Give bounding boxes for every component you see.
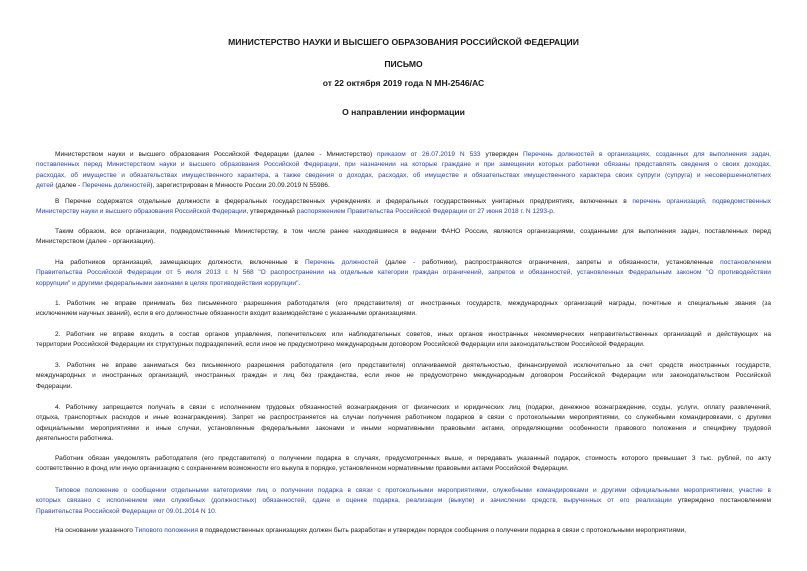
paragraph xyxy=(36,361,771,392)
text-line xyxy=(36,309,771,319)
text-line xyxy=(36,403,771,413)
text-segment: 1. Работник не вправе принимать без письменного разрешения работодателя (его представителя) от иностранных государств, международных организаций награды, почетные и специальные звания (за xyxy=(55,300,771,307)
text-segment: . xyxy=(298,279,301,287)
text-line xyxy=(36,486,771,496)
text-line xyxy=(36,207,771,217)
text-line xyxy=(36,171,771,181)
text-segment: (далее - работники), распространяются ограничения, запреты и обязанности, установленные xyxy=(378,259,721,266)
text-line xyxy=(36,413,771,423)
document-type: ПИСЬМО xyxy=(384,59,423,69)
text-line xyxy=(36,361,771,371)
text-segment: Федерации. xyxy=(36,382,73,390)
document-link[interactable]: Перечень должностей xyxy=(305,259,379,266)
document-subject: О направлении информации xyxy=(342,107,465,117)
text-segment: Министерством науки и высшего образования Российской Федерации (далее - Министерство) xyxy=(55,151,378,158)
text-segment: официальными мероприятиями и иные случаи, установленные федеральными законами и иными нормативными правовыми актами, определяющими особенности правового положения и специфику трудовой xyxy=(36,424,771,432)
document-link[interactable]: коррупции" и другими федеральными законами в целях противодействия коррупции" xyxy=(36,279,299,287)
paragraph xyxy=(36,330,771,351)
text-segment: , утвержденный xyxy=(246,208,297,216)
document-link[interactable]: расходах, об имуществе и обязательствах имущественного характера, а также сведения о доходах, расходах, об имуществе и обязательствах имущественного характера своих супруги (супруга) и несовершеннолетних xyxy=(36,171,771,179)
text-segment: соответственно в фонд или иную организацию с сохранением возможности его выкупа в порядке, установленном нормативными правовыми актами Российской Федерации. xyxy=(36,465,569,473)
text-segment: 2. Работник не вправе входить в состав органов управления, попечительских или наблюдательных советов, иных органов иностранных некоммерческих неправительственных организаций и действующих на xyxy=(55,331,771,338)
document-link[interactable]: поставленных перед Министерством науки и высшего образования Российской Федерации, при назначении на которые граждане и при замещении которых работники обязаны представлять сведения о своих доходах, xyxy=(36,161,771,169)
text-line xyxy=(36,464,771,474)
text-line xyxy=(36,371,771,381)
text-line xyxy=(36,227,771,237)
text-line xyxy=(36,150,771,160)
document-link[interactable]: распоряжением Правительства Российской Федерации от 27 июня 2018 г. N 1293-р xyxy=(296,208,553,216)
document-link[interactable]: Министерству науки и высшего образования Российской Федерации xyxy=(36,208,247,216)
text-line xyxy=(36,382,771,392)
document-link[interactable]: постановлением xyxy=(720,259,771,266)
text-segment: 4. Работнику запрещается получать в связи с исполнением трудовых обязанностей вознаграждения от физических и юридических лиц (подарки, денежное вознаграждение, ссуды, услуги, оплату развлечений, xyxy=(55,404,771,411)
text-segment: международных и иностранных организаций, иностранных граждан и лиц без гражданства, если иное не предусмотрено международным договором Российской Федерации или законодательством Российской xyxy=(36,372,771,380)
text-segment: На основании указанного xyxy=(55,527,135,534)
text-segment: отдыха, транспортных расходов и иные вознаграждения). Запрет не распространяется на случаи получения работником подарков в связи с протокольными мероприятиями, со служебными командировками, с другими xyxy=(36,414,771,422)
text-line xyxy=(36,454,771,464)
text-segment: . xyxy=(552,208,555,216)
text-segment: Таким образом, все организации, подведомственные Министерству, в том числе ранее находившиеся в ведении ФАНО России, являются организациями, созданными для выполнения задач, поставленных перед xyxy=(55,228,771,235)
text-segment: деятельности работника. xyxy=(36,435,114,443)
text-line xyxy=(36,330,771,340)
text-segment: ), зарегистрирован в Минюсте России 20.09.2019 N 55986. xyxy=(150,182,330,190)
text-segment: в подведомственных организациях должен быть разработан и утвержден порядок сообщения о получении подарка в связи с протокольными мероприятиями, xyxy=(197,527,687,534)
text-segment: 3. Работник не вправе заниматься без письменного разрешения работодателя (его представителя) оплачиваемой деятельностью, финансируемой исключительно за счет средств иностранных государств, xyxy=(55,362,771,369)
text-segment: Работник обязан уведомлять работодателя (его представителя) о получении подарка в случаях, предусмотренных выше, и передавать указанный подарок, стоимость которого превышает 3 тыс. рублей, по акту xyxy=(55,455,771,462)
text-line xyxy=(36,526,771,536)
paragraph xyxy=(36,299,771,320)
text-line xyxy=(36,299,771,309)
text-line xyxy=(36,258,771,268)
text-line xyxy=(36,424,771,434)
document-link[interactable]: Перечень должностей в организациях, созданных для выполнения задач, xyxy=(523,151,772,158)
text-segment: территории Российской Федерации их структурных подразделений, если иное не предусмотрено международным договором Российской Федерации или законодательством Российской Федерации. xyxy=(36,341,645,349)
text-line xyxy=(36,434,771,444)
text-segment: исключением научных званий), если в его должностные обязанности входит взаимодействие с указанными организациями. xyxy=(36,310,417,318)
ministry-title: МИНИСТЕРСТВО НАУКИ И ВЫСШЕГО ОБРАЗОВАНИЯ РОССИЙСКОЙ ФЕДЕРАЦИИ xyxy=(228,37,579,47)
paragraph xyxy=(36,486,771,517)
text-line xyxy=(36,197,771,207)
paragraph xyxy=(36,403,771,445)
document-date-number: от 22 октября 2019 года N МН-2546/АС xyxy=(322,78,485,88)
document-link[interactable]: Перечень должностей xyxy=(82,182,151,190)
document-link[interactable]: Правительства Российской Федерации от 5 июля 2013 г. N 568 "О распространении на отдельные категории граждан ограничений, запретов и обязанностей, установленных Федеральным законом "О противодействии xyxy=(36,269,771,277)
paragraph xyxy=(36,150,771,192)
text-line xyxy=(36,181,771,191)
text-segment: На работников организаций, замещающих должности, включенные в xyxy=(55,259,305,266)
document-link[interactable]: приказом от 26.07.2019 N 533 xyxy=(377,151,481,158)
text-line xyxy=(36,237,771,247)
document-link[interactable]: перечень организаций, подведомственных xyxy=(632,198,771,205)
text-line xyxy=(36,160,771,170)
text-segment: утверждено постановлением xyxy=(671,497,772,505)
document-link[interactable]: Типового положения xyxy=(134,527,198,534)
paragraph xyxy=(36,197,771,218)
text-line xyxy=(36,496,771,506)
paragraph xyxy=(36,454,771,475)
paragraph xyxy=(36,227,771,248)
text-line xyxy=(36,507,771,517)
text-line xyxy=(36,340,771,350)
document-link[interactable]: детей xyxy=(36,182,54,190)
paragraph xyxy=(36,526,771,536)
text-segment: утвержден xyxy=(480,151,523,158)
text-line xyxy=(36,268,771,278)
document-link[interactable]: которых связано с исполнением ими служебных (должностных) обязанностей, сдаче и оценке подарка, реализации (выкупе) и зачислении средств, вырученных от его реализации xyxy=(36,497,672,505)
paragraph xyxy=(36,258,771,289)
document-link[interactable]: Типовое положение о сообщении отдельными категориями лиц о получении подарка в связи с протокольными мероприятиями, служебными командировками и другими официальными мероприятиями, участие в xyxy=(55,487,771,494)
text-segment: В Перечне содержатся отдельные должности в федеральных государственных учреждениях и федеральных государственных унитарных предприятиях, включенных в xyxy=(55,198,633,205)
text-line xyxy=(36,279,771,289)
text-segment: Министерством (далее - организации). xyxy=(36,238,156,246)
text-segment: (далее - xyxy=(53,182,83,190)
document-link[interactable]: Правительства Российской Федерации от 09.01.2014 N 10. xyxy=(36,507,217,515)
